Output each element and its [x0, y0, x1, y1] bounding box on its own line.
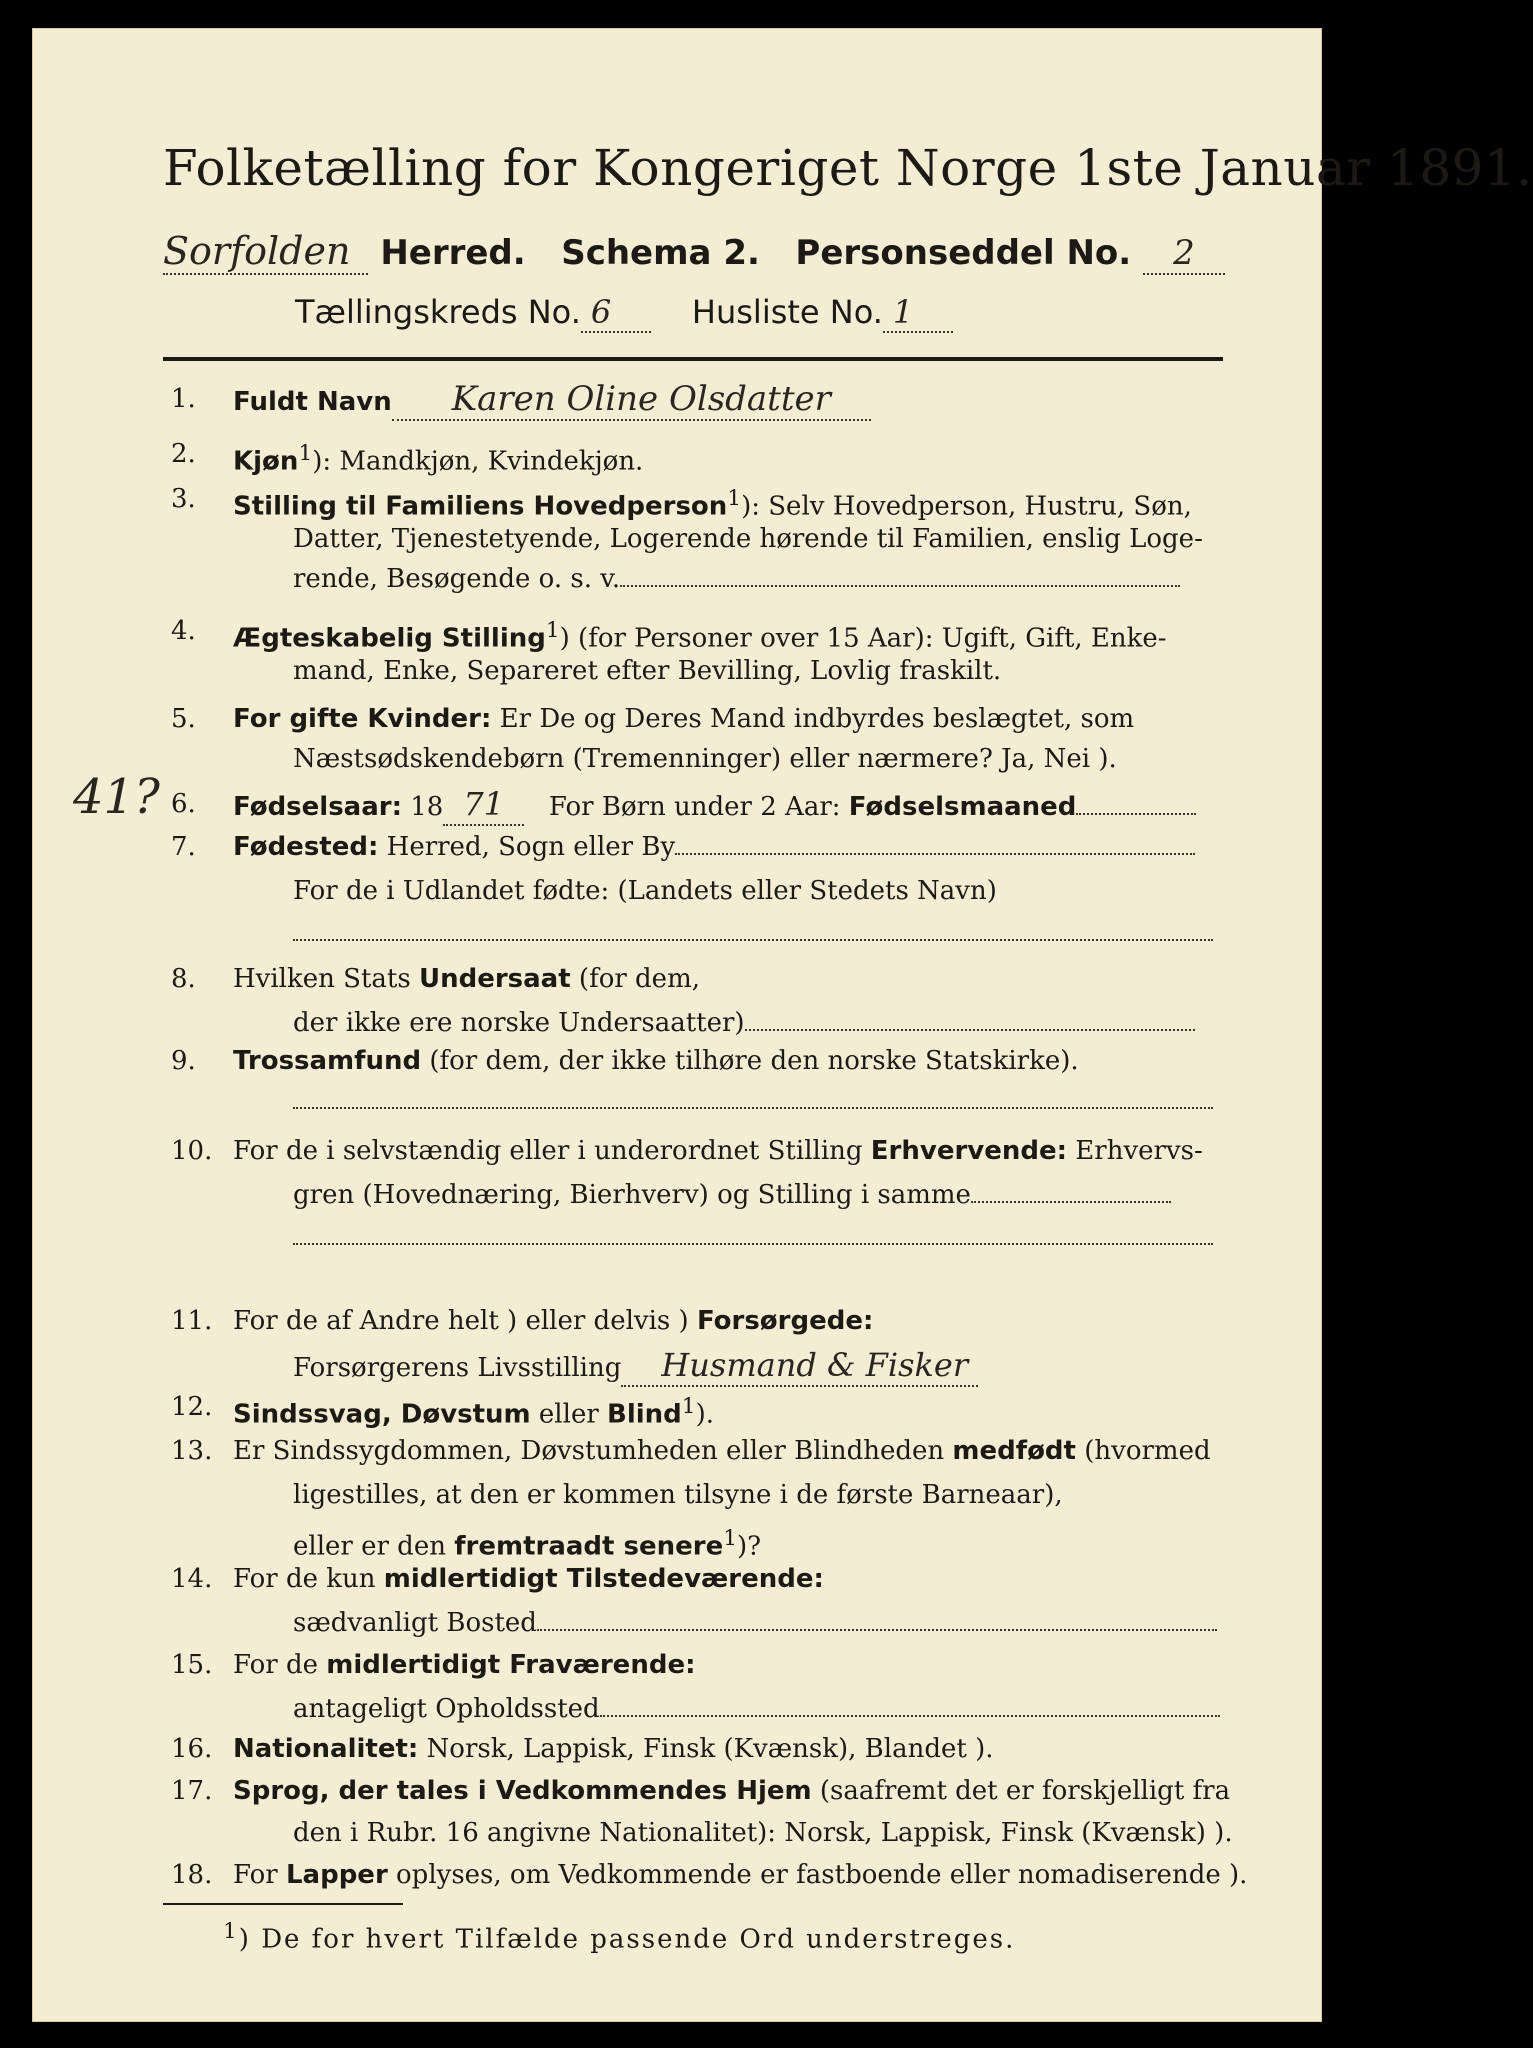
header-line-herred — [163, 229, 1225, 275]
item-7: 7. Fødested: Herred, Sogn eller By For de i Udlandet fødte: (Landets eller Stedets Navn) — [33, 827, 1321, 947]
item-17: 17. Sprog, der tales i Vedkommendes Hjem (saafremt det er forskjelligt fra den i Rubr. 16 angivne Nationalitet): Norsk, Lappisk, Finsk (Kvænsk) ). — [171, 1776, 1233, 1848]
husliste-value: 1 — [883, 293, 953, 333]
kreds-value: 6 — [581, 293, 651, 333]
item-1: 1. Fuldt Navn Karen Oline Olsdatter — [33, 379, 1321, 429]
item-13: 13. Er Sindssygdommen, Døvstumheden eller Blindheden medfødt (hvormed ligestilles, at den er kommen tilsyne i de første Barneaar), eller er den fremtraadt senere$^1$)? — [171, 1436, 1211, 1562]
herred-label: Herred. — [380, 233, 526, 273]
full-name-value: Karen Oline Olsdatter — [392, 379, 871, 421]
header-rule — [163, 357, 1223, 361]
husliste-label: Husliste No. — [691, 293, 883, 331]
item-9: 9. Trossamfund (for dem, der ikke tilhøre den norske Statskirke). — [33, 1041, 1321, 1131]
schema-label: Schema 2. — [561, 233, 760, 273]
header-line-kreds — [295, 293, 953, 333]
item-5: 5. For gifte Kvinder: Er De og Deres Mand indbyrdes beslægtet, som Næstsødskendebørn (Tremenninger) eller nærmere? Ja, Nei ). — [171, 704, 1135, 774]
kreds-label: Tællingskreds No. — [295, 293, 581, 331]
footnote-rule — [163, 1903, 403, 1905]
item-14: 14. For de kun midlertidigt Tilstedeværende: sædvanligt Bosted — [33, 1559, 1321, 1649]
item-15: 15. For de midlertidigt Fraværende: antageligt Opholdssted — [33, 1645, 1321, 1735]
form-title: Folketælling for Kongeriget Norge 1ste Januar 1891. — [163, 139, 1533, 197]
item-4: 4. Ægteskabelig Stilling$^1$) (for Personer over 15 Aar): Ugift, Gift, Enke- mand, Enke, Separeret efter Bevilling, Lovlig fraskilt. — [171, 616, 1167, 686]
item-11: 11. For de af Andre helt ) eller delvis ) Forsørgede: Forsørgerens Livsstilling Husmand & Fisker — [33, 1301, 1321, 1391]
birth-year-value: 71 — [443, 784, 524, 826]
item-8: 8. Hvilken Stats Undersaat (for dem, der ikke ere norske Undersaatter) — [33, 959, 1321, 1049]
herred-value: Sorfolden — [163, 229, 368, 275]
provider-occupation-value: Husmand & Fisker — [621, 1345, 978, 1387]
footnote: $^1$) De for hvert Tilfælde passende Ord understreges. — [223, 1919, 1016, 1955]
personseddel-label: Personseddel No. — [795, 233, 1132, 273]
item-3: 3. Stilling til Familiens Hovedperson$^1$): Selv Hovedperson, Hustru, Søn, Datter, Tjenestetyende, Logerende hørende til Familien, enslig Loge- rende, Besøgende o. s. v. — [171, 484, 1203, 594]
margin-note: 41? — [73, 769, 160, 825]
personseddel-value: 2 — [1143, 233, 1225, 275]
item-10: 10. For de i selvstændig eller i underordnet Stilling Erhvervende: Erhvervs- gren (Hovednæring, Bierhverv) og Stilling i samme — [33, 1131, 1321, 1271]
census-form: Folketælling for Kongeriget Norge 1ste Januar 1891. Sorfolden Herred. Schema 2. Personseddel No. 2 Tællingskreds No. 6 Husliste No. 1 41? 1. Fuldt Navn Karen Oline Olsdatter 2. Kjøn$^1$): Mandkjøn, Kvindekjøn. 3. Stilling til Familiens Hovedperson$^1$): Selv Hovedperson, Hustru, Søn, Datter, Tjenestetyende, Logerende hørende til Familien, enslig Loge- rende, Besøgende o. s. v. 4. Ægteskabelig Stilling$^1$) (for Personer over 15 Aar): Ugift, Gift, Enke- mand, Enke, Separeret efter Bevilling, Lovlig fraskilt. 5. For gifte Kvinder: Er De og Deres Mand indbyrdes beslægtet, som Næstsødskendebørn (Tremenninger) eller nærmere? Ja, Nei ). 6. Fødselsaar: 18 71 For Børn under 2 Aar: Fødselsmaaned 7. Fødested: Herred, Sogn eller By For de i Udlandet fødte: (Landets eller Stedets Navn) 8. Hvilken Stats Undersaat (for dem, der ikke ere norske Undersaatter) 9. Trossamfund (for dem, der ikke tilhøre den norske Statskirke). 10. For de i selvstændig eller i underordnet Stilling Erhvervende: Erhvervs- gren (Hovednæring, Bierhverv) og Stilling i samme 11. For de af Andre helt ) eller delvis ) Forsørgede: Forsørgerens Livsstilling Husmand & Fisker 12. Sindssvag, Døvstum eller Blind$^1$). 13. Er Sindssygdommen, Døvstumheden eller Blindheden medfødt (hvormed ligestilles, at den er kommen tilsyne i de første Barneaar), eller er den fremtraadt senere$^1$)? 14. For de kun midlertidigt Tilstedeværende: sædvanligt Bosted 15. For de midlertidigt Fraværende: antageligt Opholdssted 16. Nationalitet: Norsk, Lappisk, Finsk (Kvænsk), Blandet ). 17. Sprog, der tales i Vedkommendes Hjem (saafremt det er forskjelligt fra den i Rubr. 16 angivne Nationalitet): Norsk, Lappisk, Finsk (Kvænsk) ). 18. For Lapper oplyses, om Vedkommende er fastboende eller nomadiserende ). $^1$) De for hvert Tilfælde passende Ord understreges. — [32, 28, 1322, 2022]
